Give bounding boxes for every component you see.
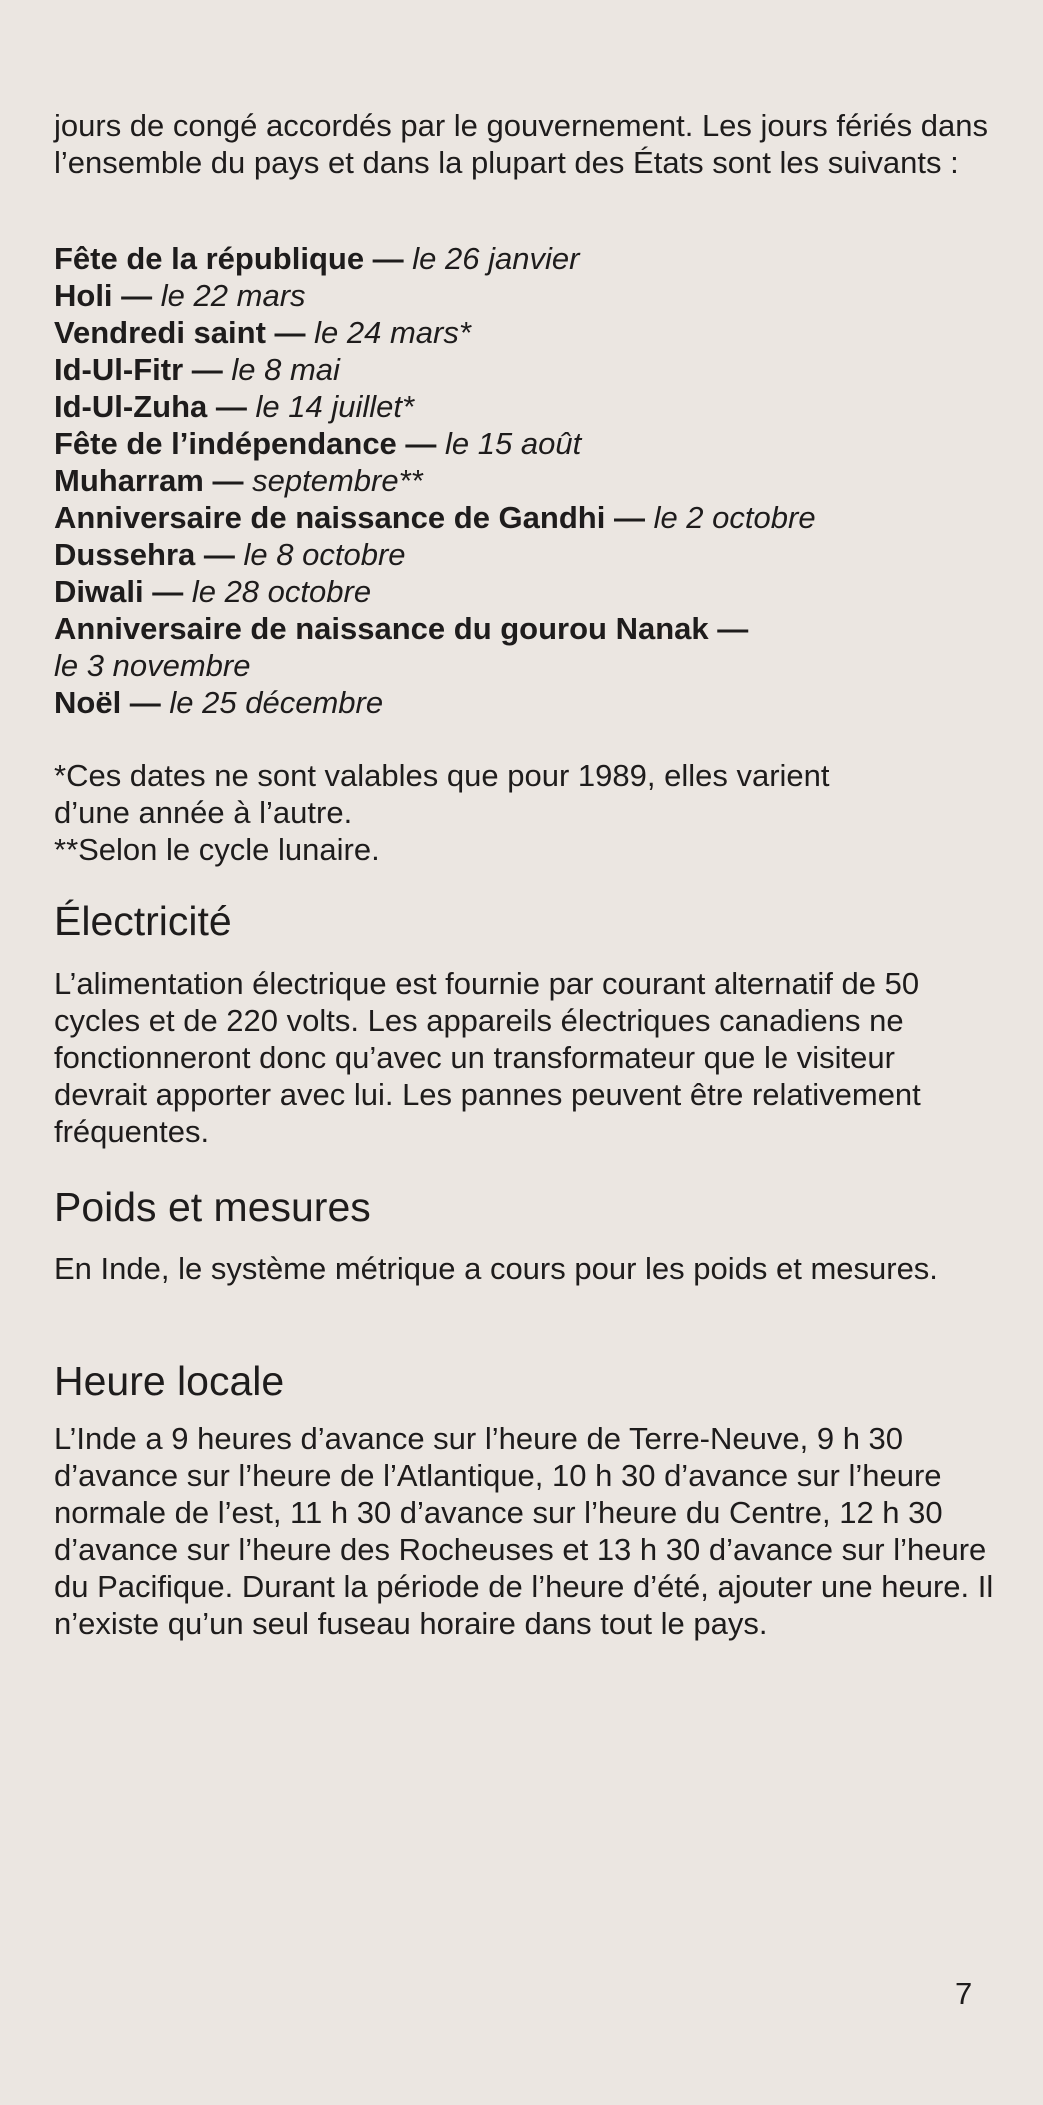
paragraph-electricite: L’alimentation électrique est fournie par courant alternatif de 50 cycles et de 220 volts. Les appareils électriques canadiens ne fonctionneront donc qu’avec un transformateur que le visiteur devrait apporter avec lui. Les pannes peuvent être relativement fréquentes.: [54, 966, 921, 1149]
holiday-name: Vendredi saint: [54, 315, 266, 350]
holiday-item: Diwali — le 28 octobre: [54, 574, 372, 609]
holiday-date: septembre**: [252, 463, 423, 498]
holiday-name: Noël: [54, 685, 122, 720]
holiday-date: le 26 janvier: [412, 241, 580, 276]
intro-paragraph: jours de congé accordés par le gouvernement. Les jours fériés dans l’ensemble du pays et dans la plupart des États sont les suivants :: [54, 108, 988, 180]
holiday-item: Fête de la république — le 26 janvier: [54, 241, 580, 276]
holiday-date: le 25 décembre: [169, 685, 384, 720]
holiday-date: le 8 mai: [231, 352, 340, 387]
holiday-date: le 15 août: [445, 426, 582, 461]
holiday-name: Anniversaire de naissance du gourou Nanak: [54, 611, 709, 646]
holiday-item: Fête de l’indépendance — le 15 août: [54, 426, 582, 461]
holiday-name: Muharram: [54, 463, 204, 498]
holiday-item: Anniversaire de naissance du gourou Nanak — le 3 novembre: [54, 610, 994, 684]
holiday-item: Holi — le 22 mars: [54, 278, 306, 313]
footnote-dates: *Ces dates ne sont valables que pour 1989, elles varient: [54, 758, 830, 793]
heading-heure-locale: Heure locale: [54, 1358, 285, 1404]
heading-poids-mesures: Poids et mesures: [54, 1184, 371, 1230]
holiday-item: Muharram — septembre**: [54, 463, 423, 498]
holiday-name: Diwali: [54, 574, 144, 609]
holiday-name: Fête de la république: [54, 241, 365, 276]
paragraph-poids-mesures: En Inde, le système métrique a cours pour les poids et mesures.: [54, 1251, 938, 1286]
holiday-name: Fête de l’indépendance: [54, 426, 397, 461]
holiday-name: Id-Ul-Zuha: [54, 389, 208, 424]
footnote-dates-cont: d’une année à l’autre.: [54, 795, 353, 830]
page-number: 7: [955, 1976, 973, 2011]
holiday-date: le 28 octobre: [191, 574, 372, 609]
holiday-date: le 8 octobre: [243, 537, 406, 572]
holiday-date: le 22 mars: [160, 278, 306, 313]
holiday-item: Anniversaire de naissance de Gandhi — le 2 octobre: [54, 500, 816, 535]
holiday-name: Holi: [54, 278, 113, 313]
footnote-lunar: **Selon le cycle lunaire.: [54, 832, 380, 867]
holiday-item: Id-Ul-Fitr — le 8 mai: [54, 352, 340, 387]
holiday-item: Id-Ul-Zuha — le 14 juillet*: [54, 389, 415, 424]
holiday-item: Vendredi saint — le 24 mars*: [54, 315, 471, 350]
holiday-date: le 2 octobre: [653, 500, 816, 535]
holiday-item: Noël — le 25 décembre: [54, 685, 384, 720]
holiday-date: le 14 juillet*: [255, 389, 415, 424]
holiday-date: le 3 novembre: [54, 648, 251, 683]
footnotes: [54, 757, 994, 868]
holiday-date: le 24 mars*: [314, 315, 471, 350]
holiday-name: Id-Ul-Fitr: [54, 352, 184, 387]
holiday-name: Dussehra: [54, 537, 196, 572]
holiday-item: Dussehra — le 8 octobre: [54, 537, 406, 572]
holiday-list: [54, 240, 994, 721]
holiday-name: Anniversaire de naissance de Gandhi: [54, 500, 606, 535]
heading-electricite: Électricité: [54, 898, 232, 944]
paragraph-heure-locale: L’Inde a 9 heures d’avance sur l’heure de Terre-Neuve, 9 h 30 d’avance sur l’heure de l’Atlantique, 10 h 30 d’avance sur l’heure normale de l’est, 11 h 30 d’avance sur l’heure du Centre, 12 h 30 d’avance sur l’heure des Rocheuses et 13 h 30 d’avance sur l’heure du Pacifique. Durant la période de l’heure d’été, ajouter une heure. Il n’existe qu’un seul fuseau horaire dans tout le pays.: [54, 1421, 994, 1641]
